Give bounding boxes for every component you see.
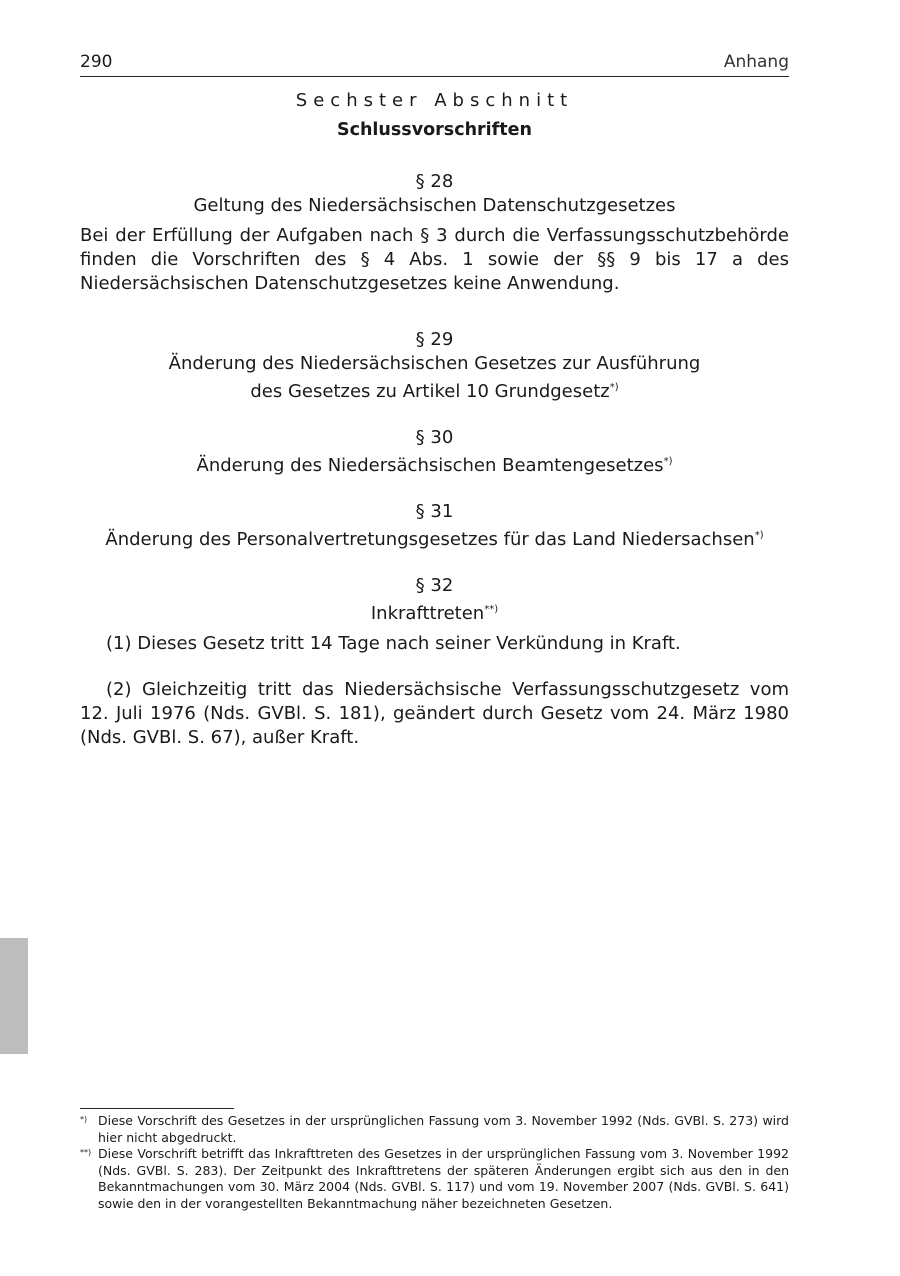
chapter-edge-tab [0, 938, 28, 1054]
paragraph-28 [80, 170, 789, 296]
running-head: Anhang [723, 52, 789, 72]
paragraph-title-line-1: Änderung des Niedersächsischen Gesetzes zur Ausführung [168, 353, 701, 374]
footnote-text: Diese Vorschrift betrifft das Inkrafttreten des Gesetzes in der ursprünglichen Fassung vom 3. November 1992 (Nds. GVBl. S. 283). Der Zeitpunkt des Inkrafttretens der späteren Änderungen ergibt sich aus den in den Bekanntmachungen vom 30. März 2004 (Nds. GVBl. S. 117) und vom 19. November 2007 (Nds. GVBl. S. 641) sowie den in der vorangestellten Bekanntmachung näher bezeichneten Gesetzen. [98, 1146, 789, 1211]
paragraph-title: Änderung des Niedersächsischen Beamtengesetzes*) [196, 455, 673, 476]
page-header [80, 52, 789, 77]
main-content [80, 88, 789, 750]
paragraph-text: Bei der Erfüllung der Aufgaben nach § 3 durch die Verfassungsschutzbehörde finden die Vorschriften des § 4 Abs. 1 sowie der §§ 9 bis 17 a des Niedersächsischen Datenschutzgesetzes keine Anwendung. [80, 225, 789, 294]
footnote-1 [80, 1113, 789, 1146]
paragraph-title: Änderung des Personalvertretungsgesetzes für das Land Niedersachsen*) [105, 529, 764, 550]
paragraph-title: Geltung des Niedersächsischen Datenschutzgesetzes [193, 195, 676, 216]
footnote-mark: *) [80, 1115, 88, 1124]
footnote-2 [80, 1146, 789, 1212]
footnote-mark: **) [80, 1148, 92, 1157]
paragraph-title: Inkrafttreten**) [370, 603, 499, 624]
paragraph-number: § 28 [415, 171, 454, 192]
paragraph-30 [80, 426, 789, 478]
paragraph-31 [80, 500, 789, 552]
paragraph-number: § 31 [415, 501, 454, 522]
paragraph-number: § 29 [415, 329, 454, 350]
footnote-ref: **) [484, 604, 499, 615]
page-number: 290 [80, 52, 113, 72]
paragraph-29 [80, 328, 789, 404]
footnote-rule [80, 1108, 234, 1109]
section-label: Sechster Abschnitt [295, 90, 574, 111]
paragraph-32 [80, 574, 789, 750]
subsection-1: (1) Dieses Gesetz tritt 14 Tage nach seiner Verkündung in Kraft. [106, 633, 681, 654]
paragraph-number: § 30 [415, 427, 454, 448]
footnotes [80, 1108, 789, 1212]
footnote-ref: *) [663, 456, 673, 467]
footnote-ref: *) [754, 530, 764, 541]
paragraph-number: § 32 [415, 575, 454, 596]
subsection-2: (2) Gleichzeitig tritt das Niedersächsische Verfassungsschutzgesetz vom 12. Juli 1976 (Nds. GVBl. S. 181), geändert durch Gesetz vom 24. März 1980 (Nds. GVBl. S. 67), außer Kraft. [80, 679, 789, 748]
footnote-text: Diese Vorschrift des Gesetzes in der ursprünglichen Fassung vom 3. November 1992 (Nds. GVBl. S. 273) wird hier nicht abgedruckt. [98, 1113, 789, 1145]
footnote-ref: *) [609, 382, 619, 393]
section-title: Schlussvorschriften [337, 120, 532, 140]
paragraph-title-line-2: des Gesetzes zu Artikel 10 Grundgesetz*) [250, 381, 619, 402]
